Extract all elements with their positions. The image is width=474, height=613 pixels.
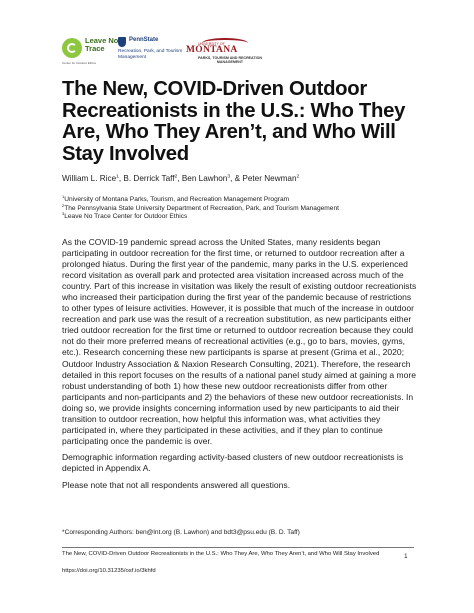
paper-title: The New, COVID-Driven Outdoor Recreationists in the U.S.: Who They Are, Who They Aren’t, and Who Will Stay Involved [62, 78, 406, 165]
author-affiliation-mark: 1 [116, 174, 119, 180]
leave-no-trace-swirl-icon [62, 38, 82, 58]
body-paragraph-note: Please note that not all respondents answered all questions. [62, 480, 291, 490]
affiliation-item [62, 202, 422, 214]
logo-strip [62, 36, 362, 70]
mt-logo-name: MONTANA [186, 45, 238, 55]
running-footer-title: The New, COVID-Driven Outdoor Recreationists in the U.S.: Who They Are, Who They Aren’t, and Who Will Stay Involved [62, 551, 380, 557]
author-name: , Ben Lawhon [177, 174, 228, 183]
author-affiliation-mark: 3 [227, 174, 231, 180]
author-name: William L. Rice [62, 174, 117, 183]
affiliation-text: University of Montana Parks, Tourism, and Recreation Management Program [64, 196, 290, 203]
author-name: , B. Derrick Taff [118, 174, 175, 183]
page-number: 1 [404, 553, 408, 560]
affiliation-item [62, 213, 422, 222]
affiliation-number: 2 [62, 202, 65, 208]
author-name: , & Peter Newman [230, 174, 297, 183]
lnt-logo-tagline: Center for Outdoor Ethics [62, 61, 97, 65]
author-affiliation-mark: 2 [174, 174, 178, 180]
footer-divider [62, 547, 414, 548]
affiliation-number: 3 [62, 211, 65, 216]
penn-state-shield-icon [118, 37, 126, 47]
affiliation-text: Leave No Trace Center for Outdoor Ethics [64, 213, 188, 221]
affiliation-list [62, 193, 422, 222]
author-affiliation-mark: 2 [296, 174, 300, 180]
doi-link[interactable]: https://doi.org/10.31235/osf.io/3khfd [62, 568, 156, 574]
author-list [62, 174, 299, 183]
body-paragraph-intro: As the COVID-19 pandemic spread across the United States, many residents began participating in outdoor recreation for the first time, or returned to outdoor recreation after a prolonged hiatus. During the first year of the pandemic, many parks in the U.S. experienced record visitation as overall park and protected area visitation increased across much of the country. Part of this increase in visitation was likely the result of existing outdoor recreationists who increased their participation during the first year of the pandemic because of restrictions to other types of leisure activities. However, it is possible that much of the increase in outdoor recreation and park use was the result of a recreation substitution, as new participants either tried outdoor recreation for the first time or returned to outdoor recreation because they could not do their more preferred means of recreational activities (e.g., go to bars, movies, gyms, etc.). Research concerning these new participants is sparse at present (Grima et al., 2020; Outdoor Industry Association & Naxion Research Consulting, 2021). Therefore, the research detailed in this report focuses on the results of a national panel study aimed at gaining a more robust understanding of both 1) how these new outdoor recreationists differ from other participants and non-participants and 2) the behaviors of these new outdoor recreationists. In doing so, we provide insights concerning information used by new participants to aid their transition to outdoor recreation, how helpful this information was, what activities they participated in, where they participated in these activities, and if they plan to continue participating once the pandemic is over. [62, 237, 417, 446]
psu-logo-department: Recreation, Park, and Tourism Management [118, 49, 183, 60]
university-of-montana-logo [182, 36, 282, 70]
lnt-logo-text: Leave No Trace [85, 36, 119, 53]
body-paragraph-demographics: Demographic information regarding activity-based clusters of new outdoor recreationists is depicted in Appendix A. [62, 452, 404, 474]
mt-logo-university: UNIVERSITY OF [198, 42, 225, 46]
corresponding-authors-footnote: *Corresponding Authors: ben@lnt.org (B. Lawhon) and bdt3@psu.edu (B. D. Taff) [62, 529, 300, 536]
mt-logo-department: PARKS, TOURISM AND RECREATION MANAGEMENT [198, 56, 262, 65]
psu-logo-name: PennState [129, 37, 159, 43]
leave-no-trace-logo [62, 36, 126, 70]
affiliation-text: The Pennsylvania State University Department of Recreation, Park, and Tourism Management [64, 204, 339, 212]
affiliation-number: 1 [62, 193, 65, 199]
